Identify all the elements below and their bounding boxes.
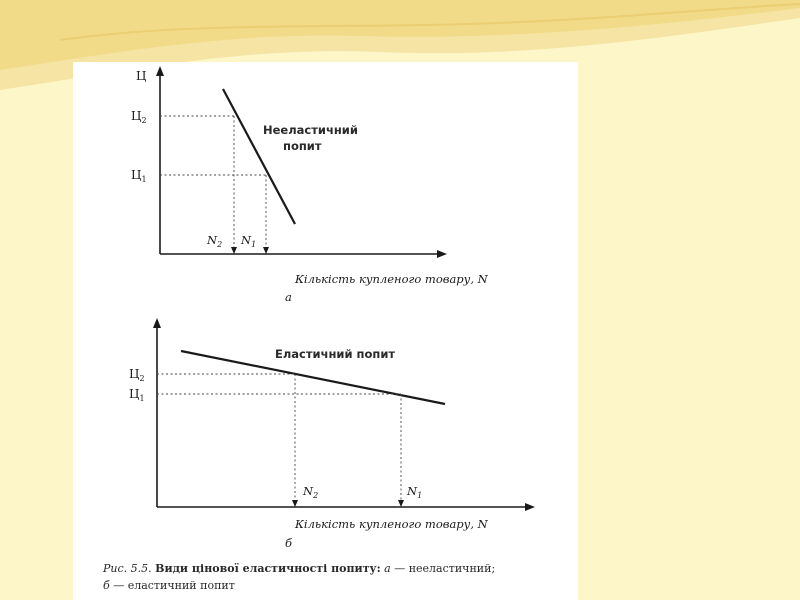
figure-caption (103, 560, 573, 594)
caption-b-letter: б (103, 579, 110, 592)
panel-b-x-arrow (525, 503, 535, 511)
panel-a-curve-label-line1: Нееластичний (263, 123, 358, 137)
panel-a-n2-label: $N_2$ (207, 233, 223, 249)
panel-b-p2-label: $Ц_2$ (129, 367, 145, 383)
caption-a-letter: а (384, 562, 391, 575)
panel-b-y-arrow (153, 318, 161, 328)
panel-a-p2-label: $Ц_2$ (131, 109, 147, 125)
panel-a-x-label: Кількість купленого товару, N (295, 272, 488, 286)
panel-a-curve-label-line2: попит (283, 139, 322, 153)
panel-a-p1-label: $Ц_1$ (131, 168, 147, 184)
caption-prefix: Рис. 5.5. (103, 562, 152, 575)
panel-b-curve-label: Еластичний попит (275, 347, 396, 361)
panel-a (131, 66, 489, 304)
elasticity-diagram (73, 62, 578, 600)
panel-b (129, 318, 535, 550)
scanned-figure (73, 62, 578, 600)
panel-a-y-label: Ц (136, 69, 147, 83)
panel-b-n1-arrow (398, 500, 404, 507)
panel-a-letter: а (285, 290, 292, 304)
panel-a-n1-arrow (263, 247, 269, 254)
panel-b-n2-label: $N_2$ (303, 484, 319, 500)
panel-a-n2-arrow (231, 247, 237, 254)
panel-b-n1-label: $N_1$ (407, 484, 423, 500)
panel-b-letter: б (285, 536, 293, 550)
caption-a-text: — нееластичний; (394, 562, 496, 575)
panel-a-x-arrow (437, 250, 447, 258)
caption-title: Види цінової еластичності попиту: (155, 562, 381, 575)
panel-b-n2-arrow (292, 500, 298, 507)
caption-b-text: — еластичний попит (113, 579, 235, 592)
panel-a-y-arrow (156, 66, 164, 76)
panel-b-x-label: Кількість купленого товару, N (295, 517, 488, 531)
panel-a-n1-label: $N_1$ (241, 233, 257, 249)
panel-b-p1-label: $Ц_1$ (129, 387, 145, 403)
